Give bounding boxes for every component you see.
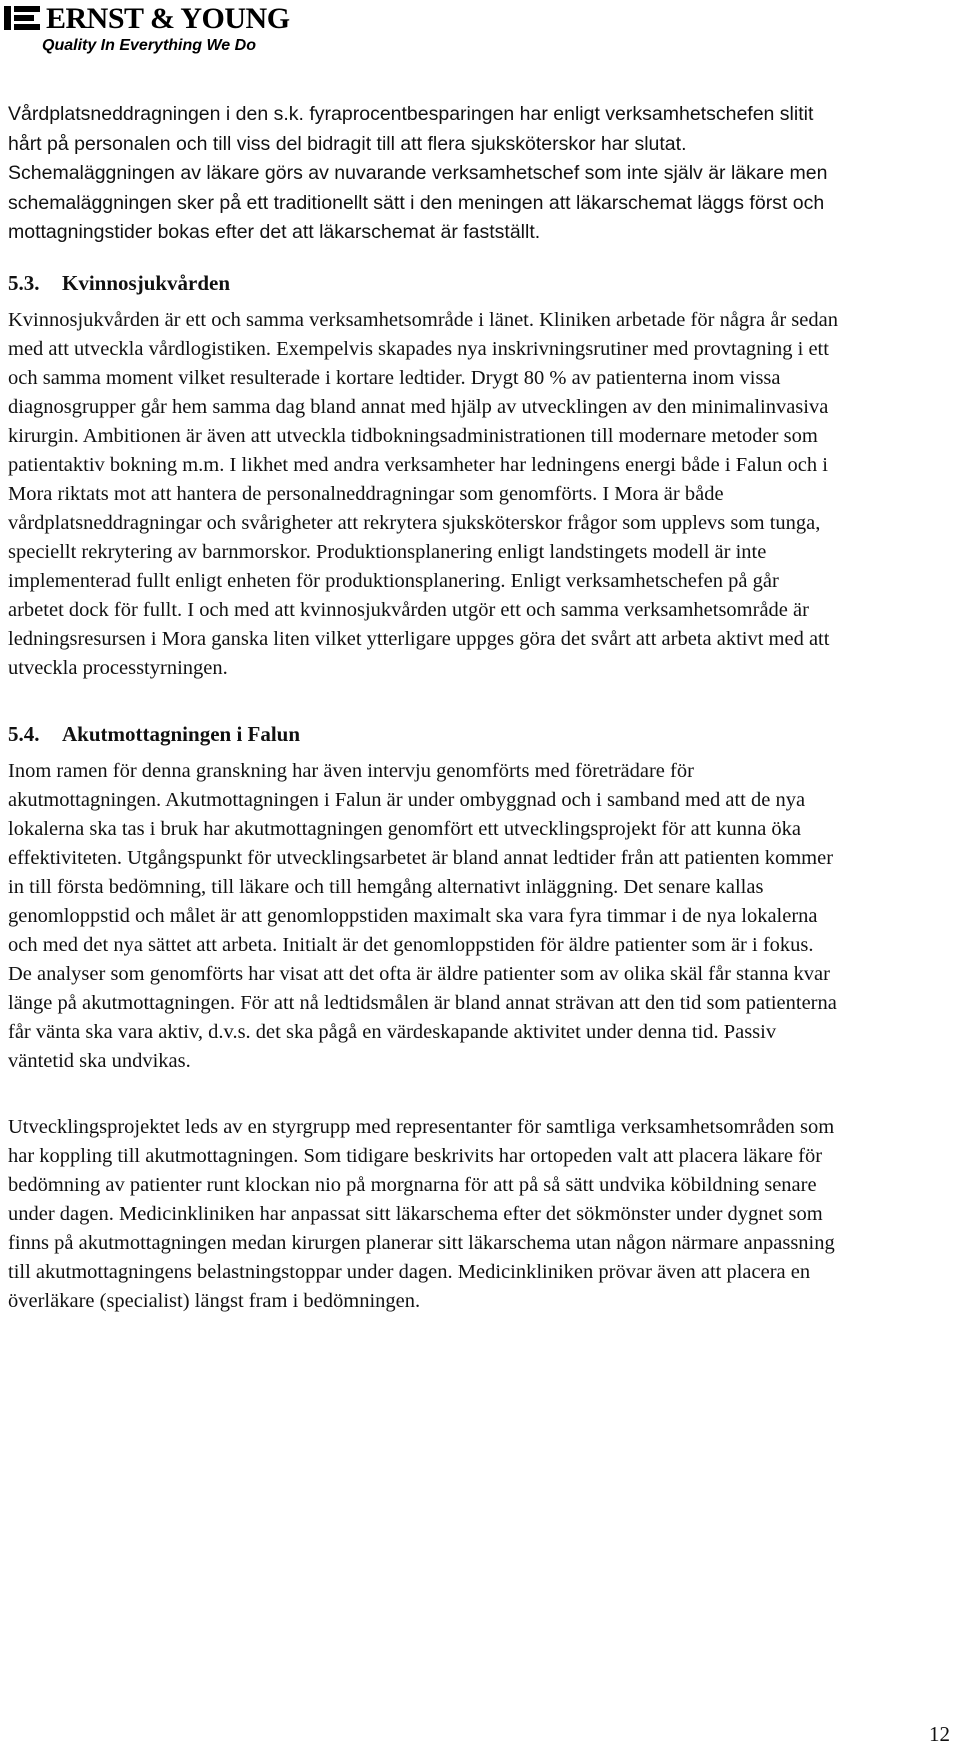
page-number: 12 [929, 1722, 950, 1746]
ey-logo-mark-icon [4, 6, 40, 30]
paragraph: Inom ramen för denna granskning har även intervju genomförts med företrädare för akutmottagningen. Akutmottagningen i Falun är under ombyggnad och i samband med att de nya lokalerna ska tas i bruk har akutmottagningen genomfört ett utvecklingsprojekt för att kunna öka effektiviteten. Utgångspunkt för utvecklingsarbetet är bland annat ledtider från att patienten kommer in till första bedömning, till läkare och till hemgång alternativt inläggning. Det senare kallas genomloppstid och målet är att genomloppstiden maximalt ska vara fyra timmar i de nya lokalerna och med det nya sättet att arbeta. Initialt är det genomloppstiden för äldre patienter som är i fokus. De analyser som genomförts har visat att det ofta är äldre patienter som av olika skäl får stanna kvar länge på akutmottagningen. För att nå ledtidsmålen är bland annat strävan att den tid som patienterna får vänta ska vara aktiv, d.v.s. det ska pågå en värdeskapande aktivitet under denna tid. Passiv väntetid ska undvikas. [8, 759, 837, 1072]
ernst-young-logo [4, 2, 304, 58]
section-title: Akutmottagningen i Falun [62, 721, 301, 746]
intro-paragraph: Vårdplatsneddragningen i den s.k. fyraprocentbesparingen har enligt verksamhetschefen slitit hårt på personalen och till viss del bidragit till att flera sjuksköterskor har slutat. Schemaläggningen av läkare görs av nuvarande verksamhetschef som inte själv är läkare men schemaläggningen sker på ett traditionellt sätt i den meningen att läkarschemat läggs först och mottagningstider bokas efter det att läkarschemat är fastställt. [8, 103, 828, 243]
section-number: 5.4. [8, 721, 40, 746]
company-name: ERNST & YOUNG [46, 2, 290, 35]
section-heading-5-3 [8, 269, 838, 298]
section-heading-5-4 [8, 720, 838, 749]
company-tagline: Quality In Everything We Do [42, 37, 256, 54]
section-number: 5.3. [8, 270, 40, 295]
paragraph: Kvinnosjukvården är ett och samma verksamhetsområde i länet. Kliniken arbetade för några år sedan med att utveckla vårdlogistiken. Exempelvis skapades nya inskrivningsrutiner med provtagning i ett och samma moment vilket resulterade i kortare ledtider. Drygt 80 % av patienterna inom vissa diagnosgrupper går hem samma dag bland annat med hjälp av utvecklingen av den minimalinvasiva kirurgin. Ambitionen är även att utveckla tidbokningsadministrationen till modernare metoder som patientaktiv bokning m.m. I likhet med andra verksamheter har ledningens energi både i Falun och i Mora riktats mot att hantera de personalneddragningar som genomförts. I Mora är både vårdplatsneddragningar och svårigheter att rekrytera sjuksköterskor frågor som upplevs som tunga, speciellt rekrytering av barnmorskor. Produktionsplanering enligt landstingets modell är inte implementerad fullt enligt enheten för produktionsplanering. Enligt verksamhetschefen på går arbetet dock för fullt. I och med att kvinnosjukvården utgör ett och samma verksamhetsområde är ledningsresursen i Mora ganska liten vilket ytterligare uppges göra det svårt att arbeta aktivt med att utveckla processtyrningen. [8, 308, 838, 679]
document-body [8, 100, 838, 1316]
section-title: Kvinnosjukvården [62, 270, 231, 295]
paragraph: Utvecklingsprojektet leds av en styrgrupp med representanter för samtliga verksamhetsområden som har koppling till akutmottagningen. Som tidigare beskrivits har ortopeden valt att placera läkare för bedömning av patienter runt klockan nio på morgnarna för att på så sätt undvika köbildning senare under dagen. Medicinkliniken har anpassat sitt läkarschema efter det sökmönster under dygnet som finns på akutmottagningen medan kirurgen planerar sitt läkarschema utan någon närmare anpassning till akutmottagningens belastningstoppar under dagen. Medicinkliniken prövar även att placera en överläkare (specialist) längst fram i bedömningen. [8, 1115, 835, 1312]
